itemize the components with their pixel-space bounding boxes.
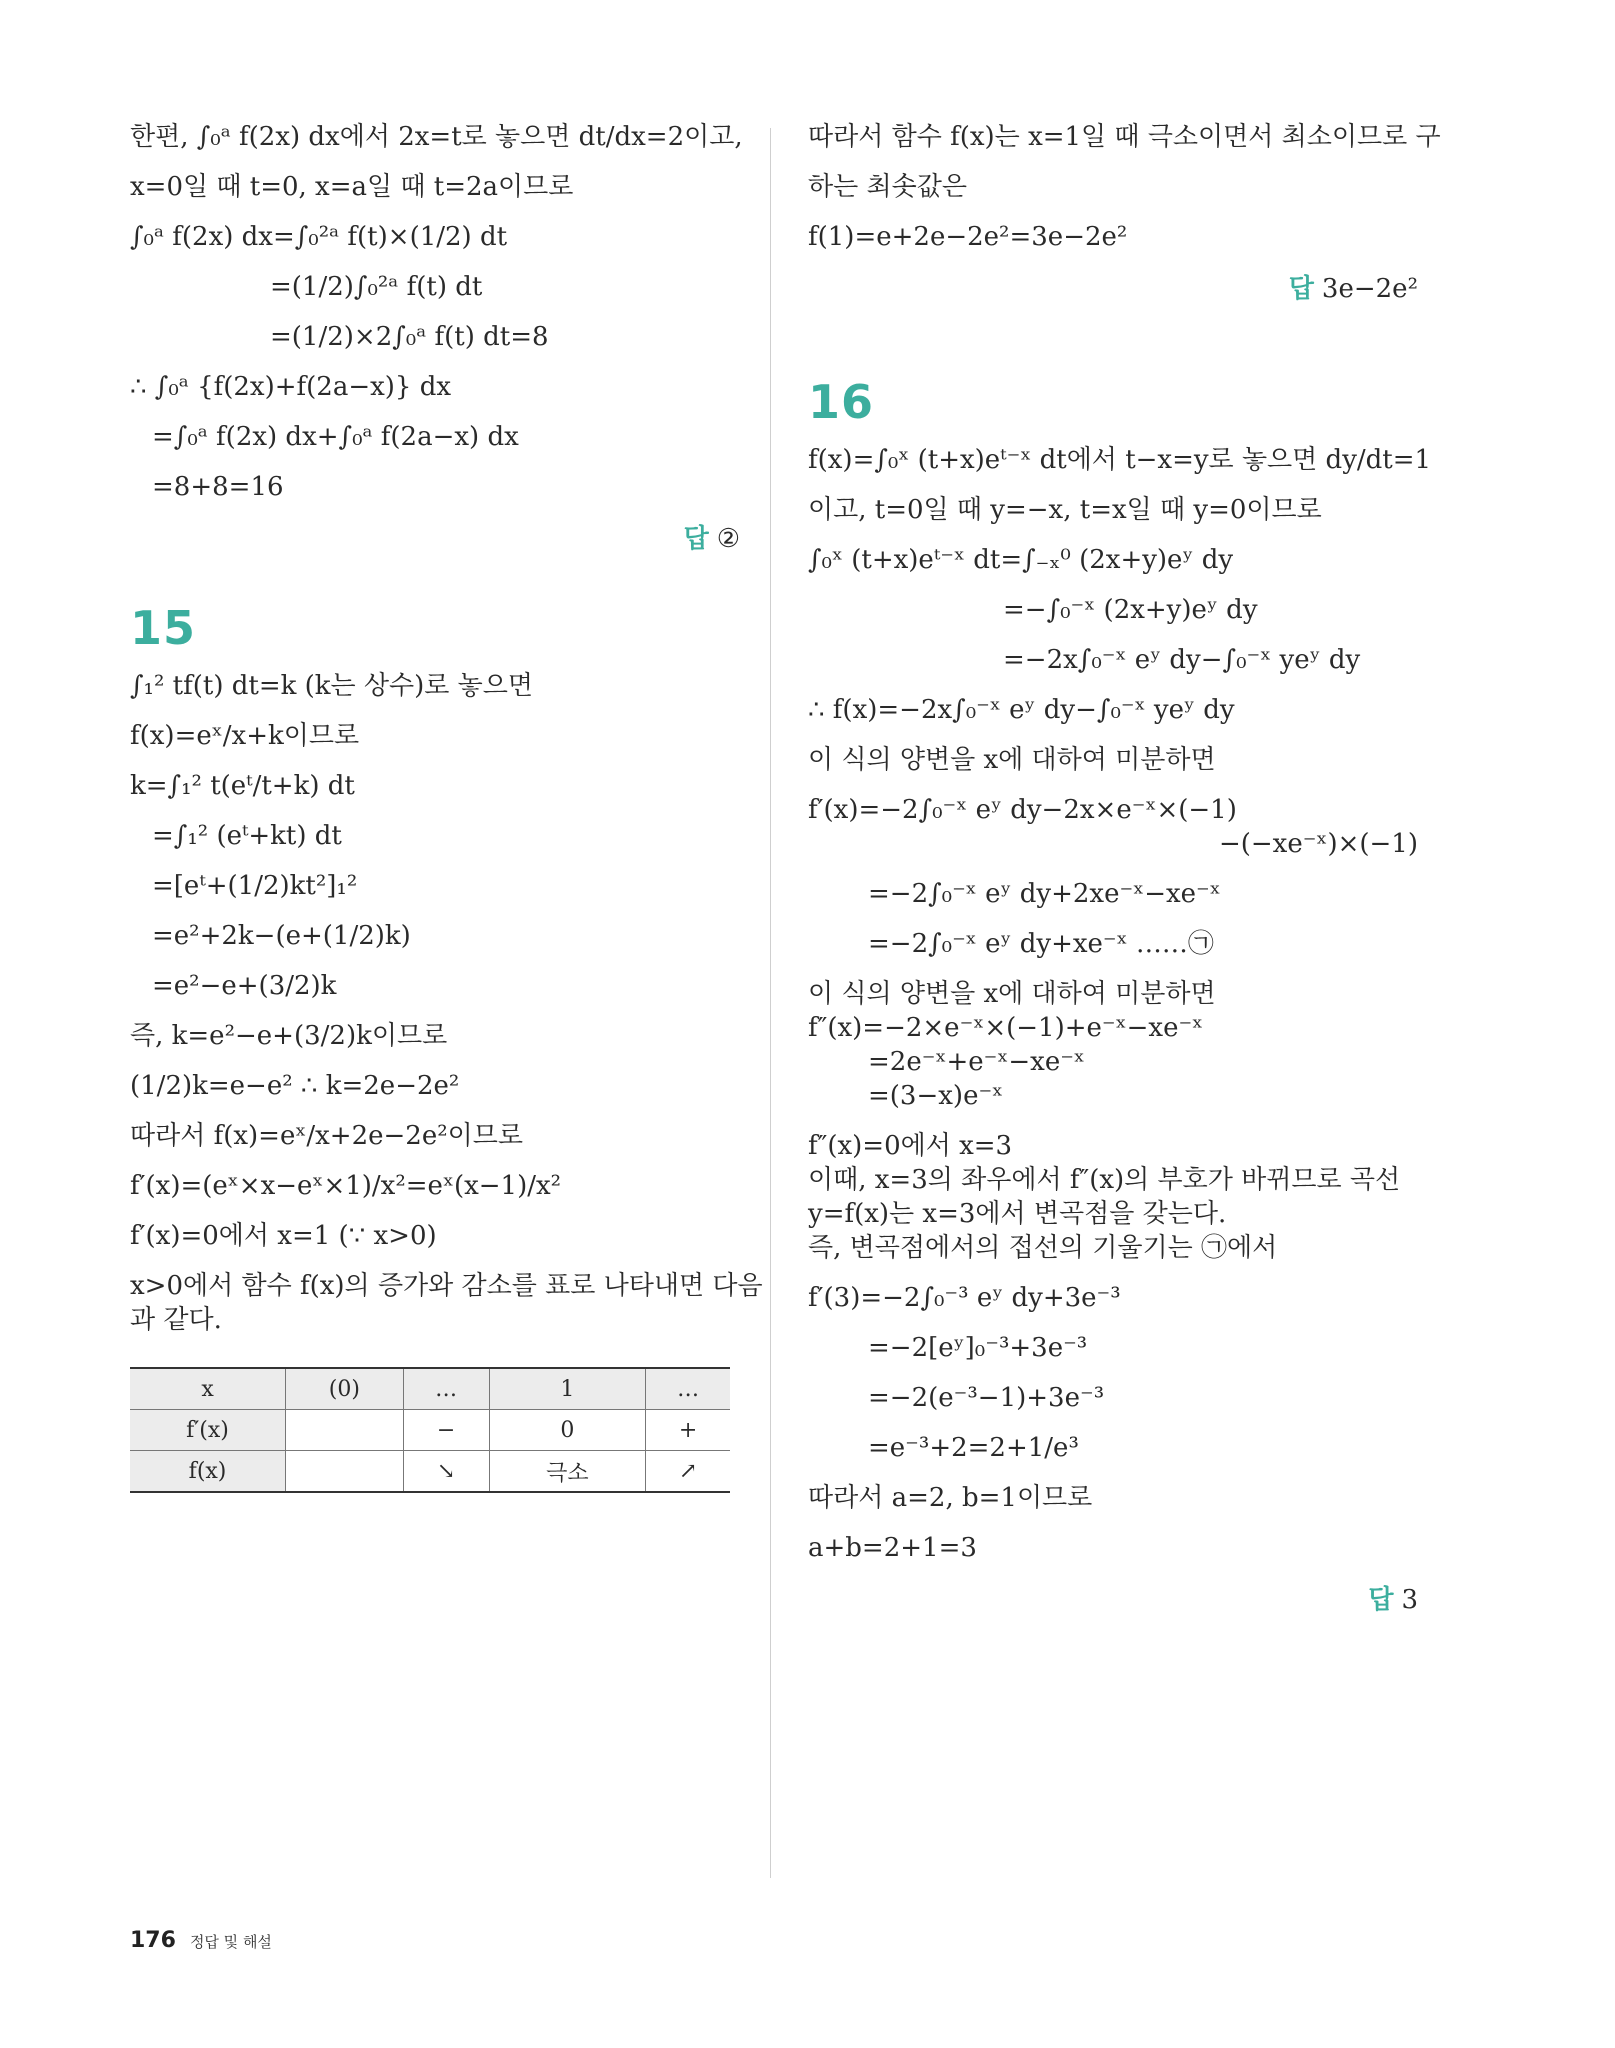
- table-cell: [286, 1451, 404, 1493]
- increase-decrease-table: [130, 1367, 730, 1493]
- table-cell: ↘: [403, 1451, 489, 1493]
- solution-line: −(−xe⁻ˣ)×(−1): [1218, 829, 1418, 859]
- answer-mark: 답: [683, 524, 709, 554]
- solution-line: f(1)=e+2e−2e²=3e−2e²: [808, 222, 1128, 252]
- answer-mark: 답: [1368, 1585, 1394, 1615]
- answer: [808, 268, 1418, 305]
- solution-line: =8+8=16: [152, 472, 284, 502]
- solution-line: f″(x)=−2×e⁻ˣ×(−1)+e⁻ˣ−xe⁻ˣ: [808, 1013, 1204, 1043]
- solution-line: x=0일 때 t=0, x=a일 때 t=2a이므로: [130, 172, 574, 202]
- table-row: [130, 1368, 730, 1410]
- solution-line: f′(x)=0에서 x=1 (∵ x>0): [130, 1221, 437, 1251]
- solution-line: f″(x)=0에서 x=3: [808, 1131, 1013, 1161]
- solution-line: f(x)=eˣ/x+k이므로: [130, 721, 360, 751]
- table-cell: 0: [489, 1410, 646, 1451]
- table-cell: −: [403, 1410, 489, 1451]
- solution-line: 따라서 함수 f(x)는 x=1일 때 극소이면서 최소이므로 구: [808, 122, 1441, 152]
- problem-number: 16: [808, 375, 875, 429]
- solution-line: y=f(x)는 x=3에서 변곡점을 갖는다.: [808, 1199, 1227, 1229]
- table-cell: …: [646, 1368, 730, 1410]
- answer: [808, 1579, 1418, 1616]
- answer-mark: 답: [1288, 274, 1314, 304]
- solution-line: ∫₀ᵃ f(2x) dx=∫₀²ᵃ f(t)×(1/2) dt: [130, 222, 508, 252]
- column-divider: [770, 128, 771, 1878]
- solution-line: 즉, 변곡점에서의 접선의 기울기는 ㉠에서: [808, 1233, 1278, 1263]
- solution-line: 따라서 f(x)=eˣ/x+2e−2e²이므로: [130, 1121, 523, 1151]
- solution-line: f(x)=∫₀ˣ (t+x)eᵗ⁻ˣ dt에서 t−x=y로 놓으면 dy/dt=1: [808, 445, 1432, 475]
- solution-line: =−2x∫₀⁻ˣ eʸ dy−∫₀⁻ˣ yeʸ dy: [1003, 645, 1361, 675]
- solution-line: =−2∫₀⁻ˣ eʸ dy+2xe⁻ˣ−xe⁻ˣ: [868, 879, 1221, 909]
- table-cell: …: [403, 1368, 489, 1410]
- solution-line: =e²+2k−(e+(1/2)k): [152, 921, 411, 951]
- answer-value: 3: [1401, 1585, 1418, 1615]
- solution-line: =e²−e+(3/2)k: [152, 971, 337, 1001]
- table-cell: [286, 1410, 404, 1451]
- problem-number: 15: [130, 601, 197, 655]
- solution-line: (1/2)k=e−e² ∴ k=2e−2e²: [130, 1071, 460, 1101]
- solution-line: =−2(e⁻³−1)+3e⁻³: [868, 1383, 1105, 1413]
- table-cell: +: [646, 1410, 730, 1451]
- solution-line: =2e⁻ˣ+e⁻ˣ−xe⁻ˣ: [868, 1047, 1085, 1077]
- solution-line: 이 식의 양변을 x에 대하여 미분하면: [808, 979, 1216, 1009]
- solution-line: 즉, k=e²−e+(3/2)k이므로: [130, 1021, 448, 1051]
- solution-line: =(1/2)×2∫₀ᵃ f(t) dt=8: [270, 322, 549, 352]
- table-cell: x: [130, 1368, 286, 1410]
- table-row: [130, 1410, 730, 1451]
- solution-line: k=∫₁² t(eᵗ/t+k) dt: [130, 771, 355, 801]
- solution-line: 하는 최솟값은: [808, 172, 967, 202]
- solution-line: 따라서 a=2, b=1이므로: [808, 1483, 1093, 1513]
- solution-line: 과 같다.: [130, 1305, 222, 1335]
- solution-line: =∫₁² (eᵗ+kt) dt: [152, 821, 342, 851]
- solution-line: f′(x)=−2∫₀⁻ˣ eʸ dy−2x×e⁻ˣ×(−1): [808, 795, 1237, 825]
- right-column: [808, 120, 1441, 1616]
- solution-line: f′(3)=−2∫₀⁻³ eʸ dy+3e⁻³: [808, 1283, 1121, 1313]
- solution-line: =(1/2)∫₀²ᵃ f(t) dt: [270, 272, 483, 302]
- solution-line: =−∫₀⁻ˣ (2x+y)eʸ dy: [1003, 595, 1258, 625]
- answer-value: ②: [716, 524, 740, 554]
- table-cell: f′(x): [130, 1410, 286, 1451]
- left-column: [130, 120, 763, 1493]
- solution-line: a+b=2+1=3: [808, 1533, 977, 1563]
- table-row: [130, 1451, 730, 1493]
- solution-line: 이 식의 양변을 x에 대하여 미분하면: [808, 745, 1216, 775]
- solution-line: 이때, x=3의 좌우에서 f″(x)의 부호가 바뀌므로 곡선: [808, 1165, 1401, 1195]
- solution-line: =e⁻³+2=2+1/e³: [868, 1433, 1079, 1463]
- answer: [130, 518, 740, 555]
- solution-line: ∴ ∫₀ᵃ {f(2x)+f(2a−x)} dx: [130, 372, 452, 402]
- solution-line: ∴ f(x)=−2x∫₀⁻ˣ eʸ dy−∫₀⁻ˣ yeʸ dy: [808, 695, 1235, 725]
- page-footer: [130, 1928, 272, 1953]
- footer-label: 정답 및 해설: [189, 1933, 272, 1951]
- solution-line: 이고, t=0일 때 y=−x, t=x일 때 y=0이므로: [808, 495, 1322, 525]
- solution-line: f′(x)=(eˣ×x−eˣ×1)/x²=eˣ(x−1)/x²: [130, 1171, 562, 1201]
- solution-line: =∫₀ᵃ f(2x) dx+∫₀ᵃ f(2a−x) dx: [152, 422, 519, 452]
- solution-line: 한편, ∫₀ᵃ f(2x) dx에서 2x=t로 놓으면 dt/dx=2이고,: [130, 122, 743, 152]
- table-cell: 1: [489, 1368, 646, 1410]
- solution-line: x>0에서 함수 f(x)의 증가와 감소를 표로 나타내면 다음: [130, 1271, 763, 1301]
- solution-line: =[eᵗ+(1/2)kt²]₁²: [152, 871, 358, 901]
- table-cell: f(x): [130, 1451, 286, 1493]
- answer-value: 3e−2e²: [1321, 274, 1418, 304]
- solution-line: =−2[eʸ]₀⁻³+3e⁻³: [868, 1333, 1088, 1363]
- table-cell: 극소: [489, 1451, 646, 1493]
- page-number: 176: [130, 1928, 176, 1953]
- table-cell: (0): [286, 1368, 404, 1410]
- solution-line: =−2∫₀⁻ˣ eʸ dy+xe⁻ˣ ……㉠: [868, 929, 1214, 959]
- solution-line: ∫₁² tf(t) dt=k (k는 상수)로 놓으면: [130, 671, 534, 701]
- solution-line: =(3−x)e⁻ˣ: [868, 1081, 1004, 1111]
- solution-line: ∫₀ˣ (t+x)eᵗ⁻ˣ dt=∫₋ₓ⁰ (2x+y)eʸ dy: [808, 545, 1234, 575]
- table-cell: ↗: [646, 1451, 730, 1493]
